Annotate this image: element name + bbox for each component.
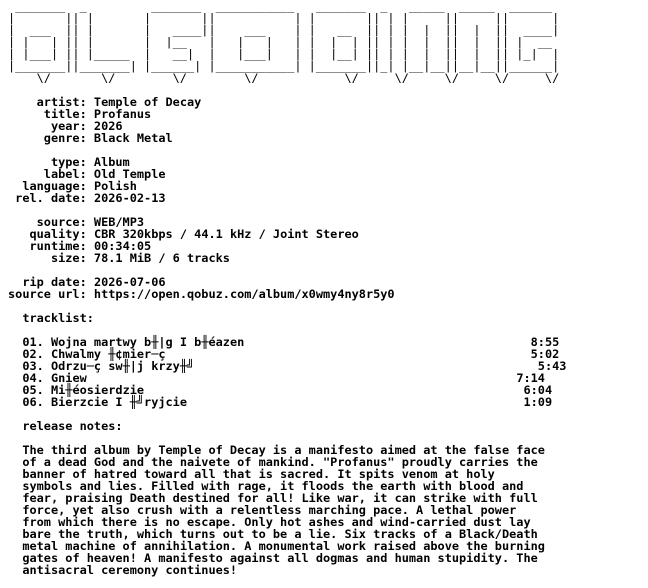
- field-label: year: [50, 119, 80, 133]
- field-value: https://open.qobuz.com/album/x0wmy4ny8r5y0: [93, 287, 395, 301]
- field-value: Black Metal: [93, 131, 173, 145]
- track-number: 05.: [22, 383, 44, 397]
- notes-text: bare the truth, which turns out to be a lie. Six tracks of a Black/Death: [22, 527, 538, 541]
- track-number: 02.: [22, 347, 44, 361]
- notes-text: antisacral ceremony continues!: [22, 563, 238, 577]
- field-value: 2026-07-06: [93, 275, 166, 289]
- tracklist-heading: [8, 312, 648, 324]
- track-duration: 6:04: [523, 383, 553, 397]
- field-value: CBR 320kbps / 44.1 kHz / Joint Stereo: [93, 227, 359, 241]
- ascii-logo-row: | ___ || | | ____|| ___ | | __ || | | | || | || ____|: [8, 23, 560, 37]
- notes-text: metal machine of annihilation. A monumental work raised above the burning: [22, 539, 545, 553]
- track-duration: 5:02: [530, 347, 560, 361]
- notes-text: fear, praising Death destined for all! Like war, it can strike with full: [22, 491, 538, 505]
- nfo-text-document: [8, 0, 648, 576]
- blank-line: [8, 300, 648, 312]
- release-notes-line: [8, 564, 648, 576]
- field-label: label: [43, 167, 80, 181]
- notes-text: gates of heaven! A manifesto against all dogmas and human stupidity. The: [22, 551, 538, 565]
- track-title: Bierzcie I ╫╝ryjcie: [50, 395, 188, 409]
- field-value: 2026: [93, 119, 123, 133]
- release-notes-heading: [8, 420, 648, 432]
- field-label: rel. date: [15, 191, 80, 205]
- field-value: 2026-02-13: [93, 191, 166, 205]
- notes-text: symbols and lies. Filled with rage, it floods the earth with blood and: [22, 479, 524, 493]
- field-label: type: [50, 155, 80, 169]
- info-field-source-url: source url: https://open.qobuz.com/album/x0wmy4ny8r5y0: [8, 287, 395, 301]
- info-field-genre: genre: Black Metal: [43, 131, 173, 145]
- info-field-type: type: Album: [50, 155, 130, 169]
- info-field-rel--date: rel. date: 2026-02-13: [15, 191, 166, 205]
- field-label: artist: [36, 95, 80, 109]
- ascii-logo-row: |_______||_______| |______| |___________| |_______||_| |__|__||__|__||______|: [8, 59, 560, 73]
- field-value: WEB/MP3: [93, 215, 145, 229]
- field-value: 78.1 MiB / 6 tracks: [93, 251, 230, 265]
- field-label: source: [36, 215, 80, 229]
- notes-text: force, yet also crush with a relentless marching pace. A lethal power: [22, 503, 517, 517]
- info-field-language: language: Polish: [22, 179, 137, 193]
- info-field-source: source: WEB/MP3: [36, 215, 145, 229]
- track-number: 06.: [22, 395, 44, 409]
- ascii-logo-row: \/ \/ \/ \/ \/ \/ \/ \/ \/: [8, 71, 560, 85]
- field-label: size: [50, 251, 80, 265]
- field-label: source url: [8, 287, 80, 301]
- field-label: rip date: [22, 275, 80, 289]
- ascii-logo-row: | |___| || |_____ | __| | |___| | | |__| || | | | || | || |_| |: [8, 47, 560, 61]
- info-field-title: title: Profanus: [43, 107, 152, 121]
- track-number: 01.: [22, 335, 44, 349]
- field-label: genre: [43, 131, 80, 145]
- field-label: title: [43, 107, 80, 121]
- ascii-logo-row: | || | | || | | || | | || || |: [8, 11, 560, 25]
- info-field-artist: artist: Temple of Decay: [36, 95, 202, 109]
- track-duration: 1:09: [523, 395, 553, 409]
- field-value: Polish: [93, 179, 137, 193]
- track-duration: 5:43: [537, 359, 567, 373]
- track-title: Odrzu─ç sw╫|j krzy╫╝: [50, 359, 195, 373]
- track-duration: 8:55: [530, 335, 560, 349]
- info-field-runtime: runtime: 00:34:05: [29, 239, 152, 253]
- banner-line: [8, 72, 648, 84]
- track-title: Chwalmy ╫¢mier─ç: [50, 347, 166, 361]
- track-duration: 7:14: [516, 371, 545, 385]
- track-number: 03.: [22, 359, 44, 373]
- field-label: quality: [29, 227, 80, 241]
- info-field-label: label: Old Temple: [43, 167, 166, 181]
- ascii-logo-row: _______ _ _______ ___________ _______ _ _____ _____ ______: [8, 0, 553, 13]
- track-row: [8, 396, 648, 408]
- ascii-logo-row: | | | || | | |__ | | | | | | | || | | | || | || | __: [8, 35, 560, 49]
- field-value: Profanus: [93, 107, 152, 121]
- notes-text: The third album by Temple of Decay is a manifesto aimed at the false face: [22, 443, 545, 457]
- track-title: Gniew: [50, 371, 87, 385]
- field-label: runtime: [29, 239, 80, 253]
- field-value: Temple of Decay: [93, 95, 202, 109]
- section-heading: tracklist:: [22, 311, 94, 325]
- field-value: Album: [93, 155, 130, 169]
- info-field-rip-date: rip date: 2026-07-06: [22, 275, 166, 289]
- track-number: 04.: [22, 371, 44, 385]
- notes-text: banner of hatred toward all that is sacred. It spits venom at holy: [22, 467, 495, 481]
- info-field-size: size: 78.1 MiB / 6 tracks: [50, 251, 230, 265]
- field-label: language: [22, 179, 80, 193]
- info-field-quality: quality: CBR 320kbps / 44.1 kHz / Joint Stereo: [29, 227, 359, 241]
- section-heading: release notes:: [22, 419, 123, 433]
- info-field-year: year: 2026: [50, 119, 123, 133]
- field-value: 00:34:05: [93, 239, 152, 253]
- notes-text: of a dead God and the naivete of mankind. "Profanus" proudly carries the: [22, 455, 538, 469]
- field-value: Old Temple: [93, 167, 166, 181]
- track-title: Wojna martwy b╫|g I b╫éazen: [50, 335, 245, 349]
- notes-text: from which there is no escape. Only hot ashes and wind-carried dust lay: [22, 515, 531, 529]
- track-title: Mi╫éosierdzie: [50, 383, 145, 397]
